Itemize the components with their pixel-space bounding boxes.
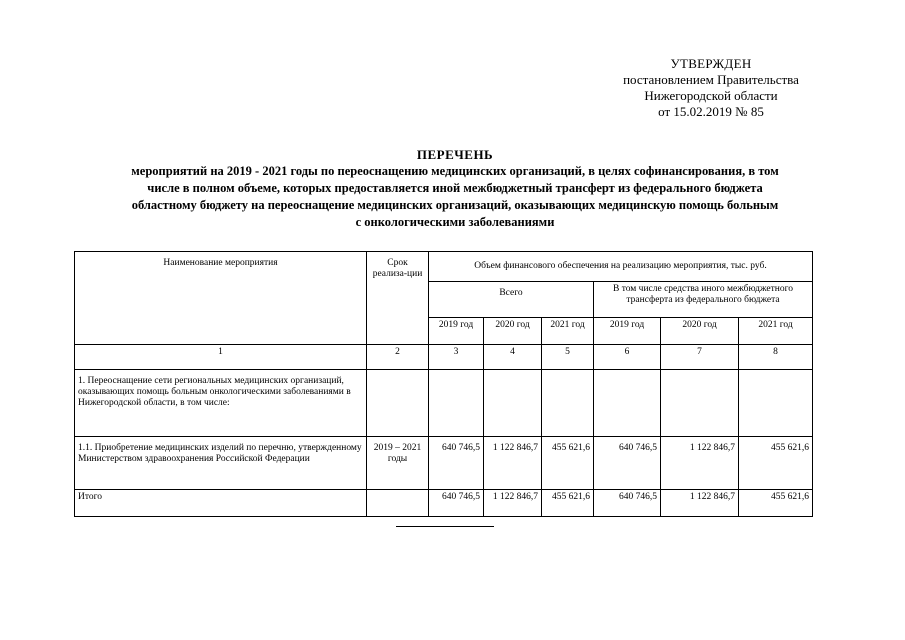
row-value: 640 746,5 [429,437,484,490]
row-value: 455 621,6 [542,437,594,490]
column-number: 3 [429,345,484,370]
row-name: Итого [75,490,367,517]
column-number: 8 [739,345,813,370]
header-period: Срок реализа-ции [367,252,429,345]
row-value [484,370,542,437]
header-incl-transfer: В том числе средства иного межбюджетного трансферта из федерального бюджета [594,282,813,318]
row-value: 455 621,6 [739,437,813,490]
header-year: 2019 год [429,318,484,345]
heading-line-1: мероприятий на 2019 - 2021 годы по переоснащению медицинских организаций, в целях софинансирования, в том [131,164,779,178]
heading-line-4: с онкологическими заболеваниями [355,215,555,229]
column-number: 5 [542,345,594,370]
approval-line-2: постановлением Правительства [623,72,799,87]
approval-title: УТВЕРЖДЕН [670,56,752,71]
row-name: 1.1. Приобретение медицинских изделий по перечню, утвержденному Министерством здравоохранения Российской Федерации [75,437,367,490]
row-value [594,370,661,437]
header-total: Всего [429,282,594,318]
row-value: 640 746,5 [429,490,484,517]
row-period: 2019 – 2021 годы [367,437,429,490]
header-name: Наименование мероприятия [75,252,367,345]
header-year: 2020 год [484,318,542,345]
row-value [429,370,484,437]
column-number: 4 [484,345,542,370]
approval-block [600,56,822,120]
document-heading [40,146,870,231]
row-value [661,370,739,437]
heading-line-2: числе в полном объеме, которых предоставляется иной межбюджетный трансферт из федерального бюджета [147,181,763,195]
row-value: 455 621,6 [739,490,813,517]
row-period [367,370,429,437]
row-value: 1 122 846,7 [661,437,739,490]
row-value [542,370,594,437]
column-number: 6 [594,345,661,370]
approval-line-3: Нижегородской области [644,88,778,103]
table-row [75,370,813,437]
header-volume: Объем финансового обеспечения на реализацию мероприятия, тыс. руб. [429,252,813,282]
table-row [75,437,813,490]
header-year: 2019 год [594,318,661,345]
row-name: 1. Переоснащение сети региональных медицинских организаций, оказывающих помощь больным онкологическими заболеваниями в Нижегородской области, в том числе: [75,370,367,437]
row-value: 1 122 846,7 [484,437,542,490]
row-value [739,370,813,437]
header-year: 2021 год [739,318,813,345]
column-numbers-row [75,345,813,370]
column-number: 1 [75,345,367,370]
header-year: 2021 год [542,318,594,345]
document-title: ПЕРЕЧЕНЬ [416,147,494,162]
row-value: 1 122 846,7 [661,490,739,517]
header-year: 2020 год [661,318,739,345]
row-period [367,490,429,517]
row-value: 1 122 846,7 [484,490,542,517]
row-value: 640 746,5 [594,490,661,517]
column-number: 7 [661,345,739,370]
row-value: 455 621,6 [542,490,594,517]
closing-rule [396,526,494,527]
heading-line-3: областному бюджету на переоснащение медицинских организаций, оказывающих медицинскую помощь больным [131,198,779,212]
approval-date: от 15.02.2019 № 85 [658,104,764,119]
table-row-total [75,490,813,517]
column-number: 2 [367,345,429,370]
row-value: 640 746,5 [594,437,661,490]
activities-table [74,251,813,517]
